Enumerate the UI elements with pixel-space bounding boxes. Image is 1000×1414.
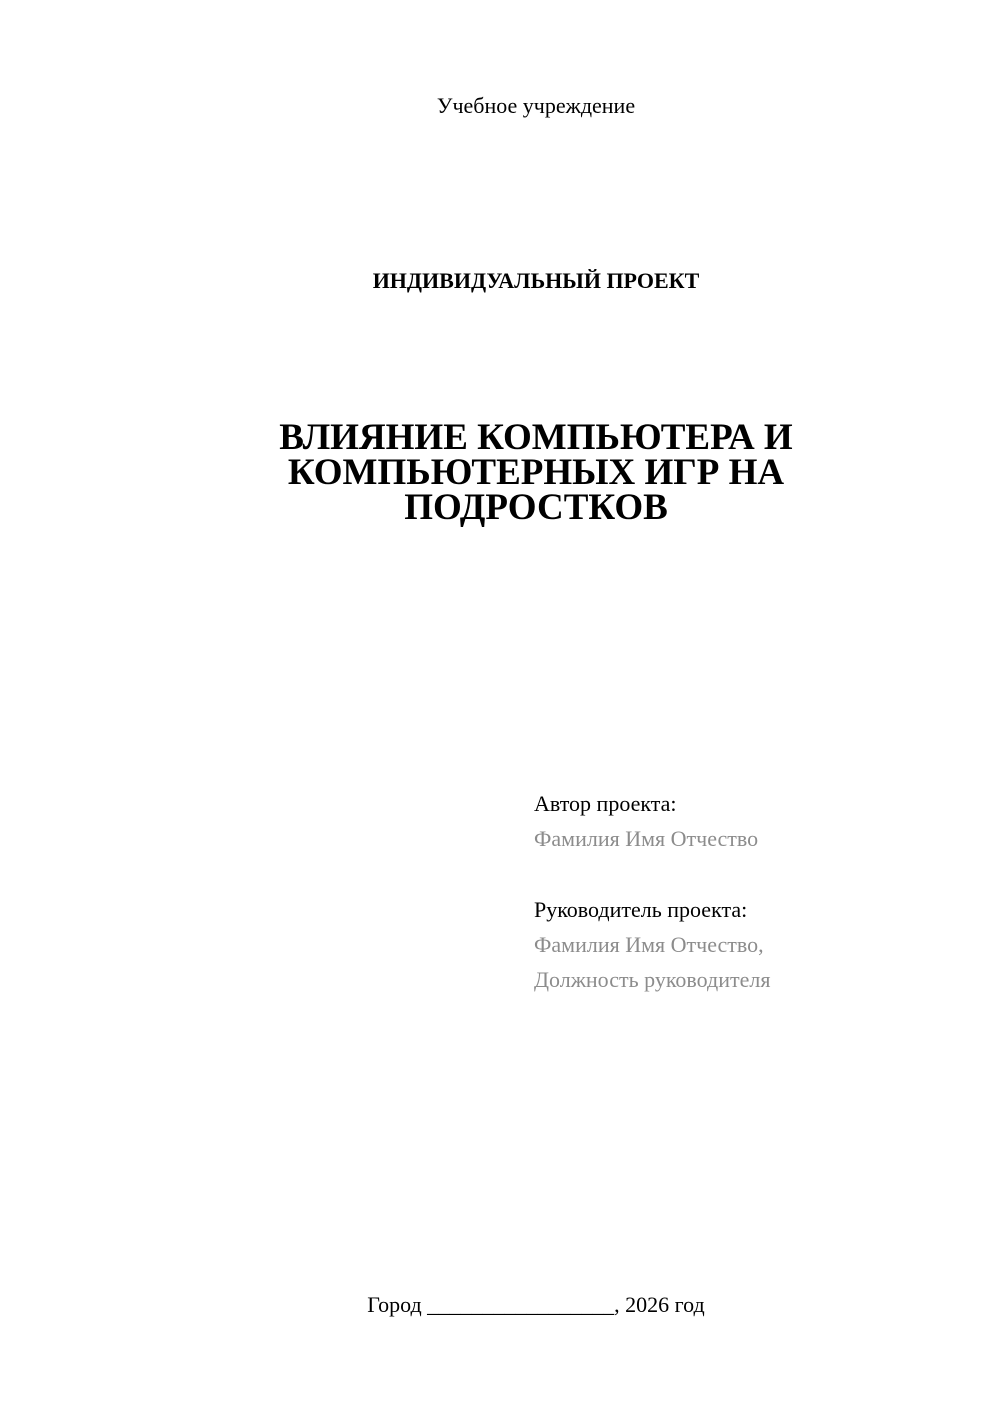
author-name (534, 828, 758, 850)
supervisor-name-text: Фамилия Имя Отчество, (534, 932, 764, 957)
supervisor-position (534, 969, 770, 991)
project-type-heading: ИНДИВИДУАЛЬНЫЙ ПРОЕКТ (372, 268, 700, 293)
author-name-text: Фамилия Имя Отчество (534, 826, 759, 851)
supervisor-position-text: Должность руководителя (534, 967, 771, 992)
supervisor-name (534, 934, 764, 956)
city-year-footer: Город _________________, 2026 год (367, 1292, 705, 1317)
project-title-line-1: ВЛИЯНИЕ КОМПЬЮТЕРА И (279, 417, 793, 458)
institution-name: Учебное учреждение (436, 93, 636, 118)
project-title-line-3: ПОДРОСТКОВ (404, 487, 668, 528)
project-title-line-2: КОМПЬЮТЕРНЫХ ИГР НА (287, 452, 785, 493)
project-title (0, 417, 1000, 528)
supervisor-label: Руководитель проекта: (534, 897, 748, 922)
author-label: Автор проекта: (534, 791, 677, 816)
